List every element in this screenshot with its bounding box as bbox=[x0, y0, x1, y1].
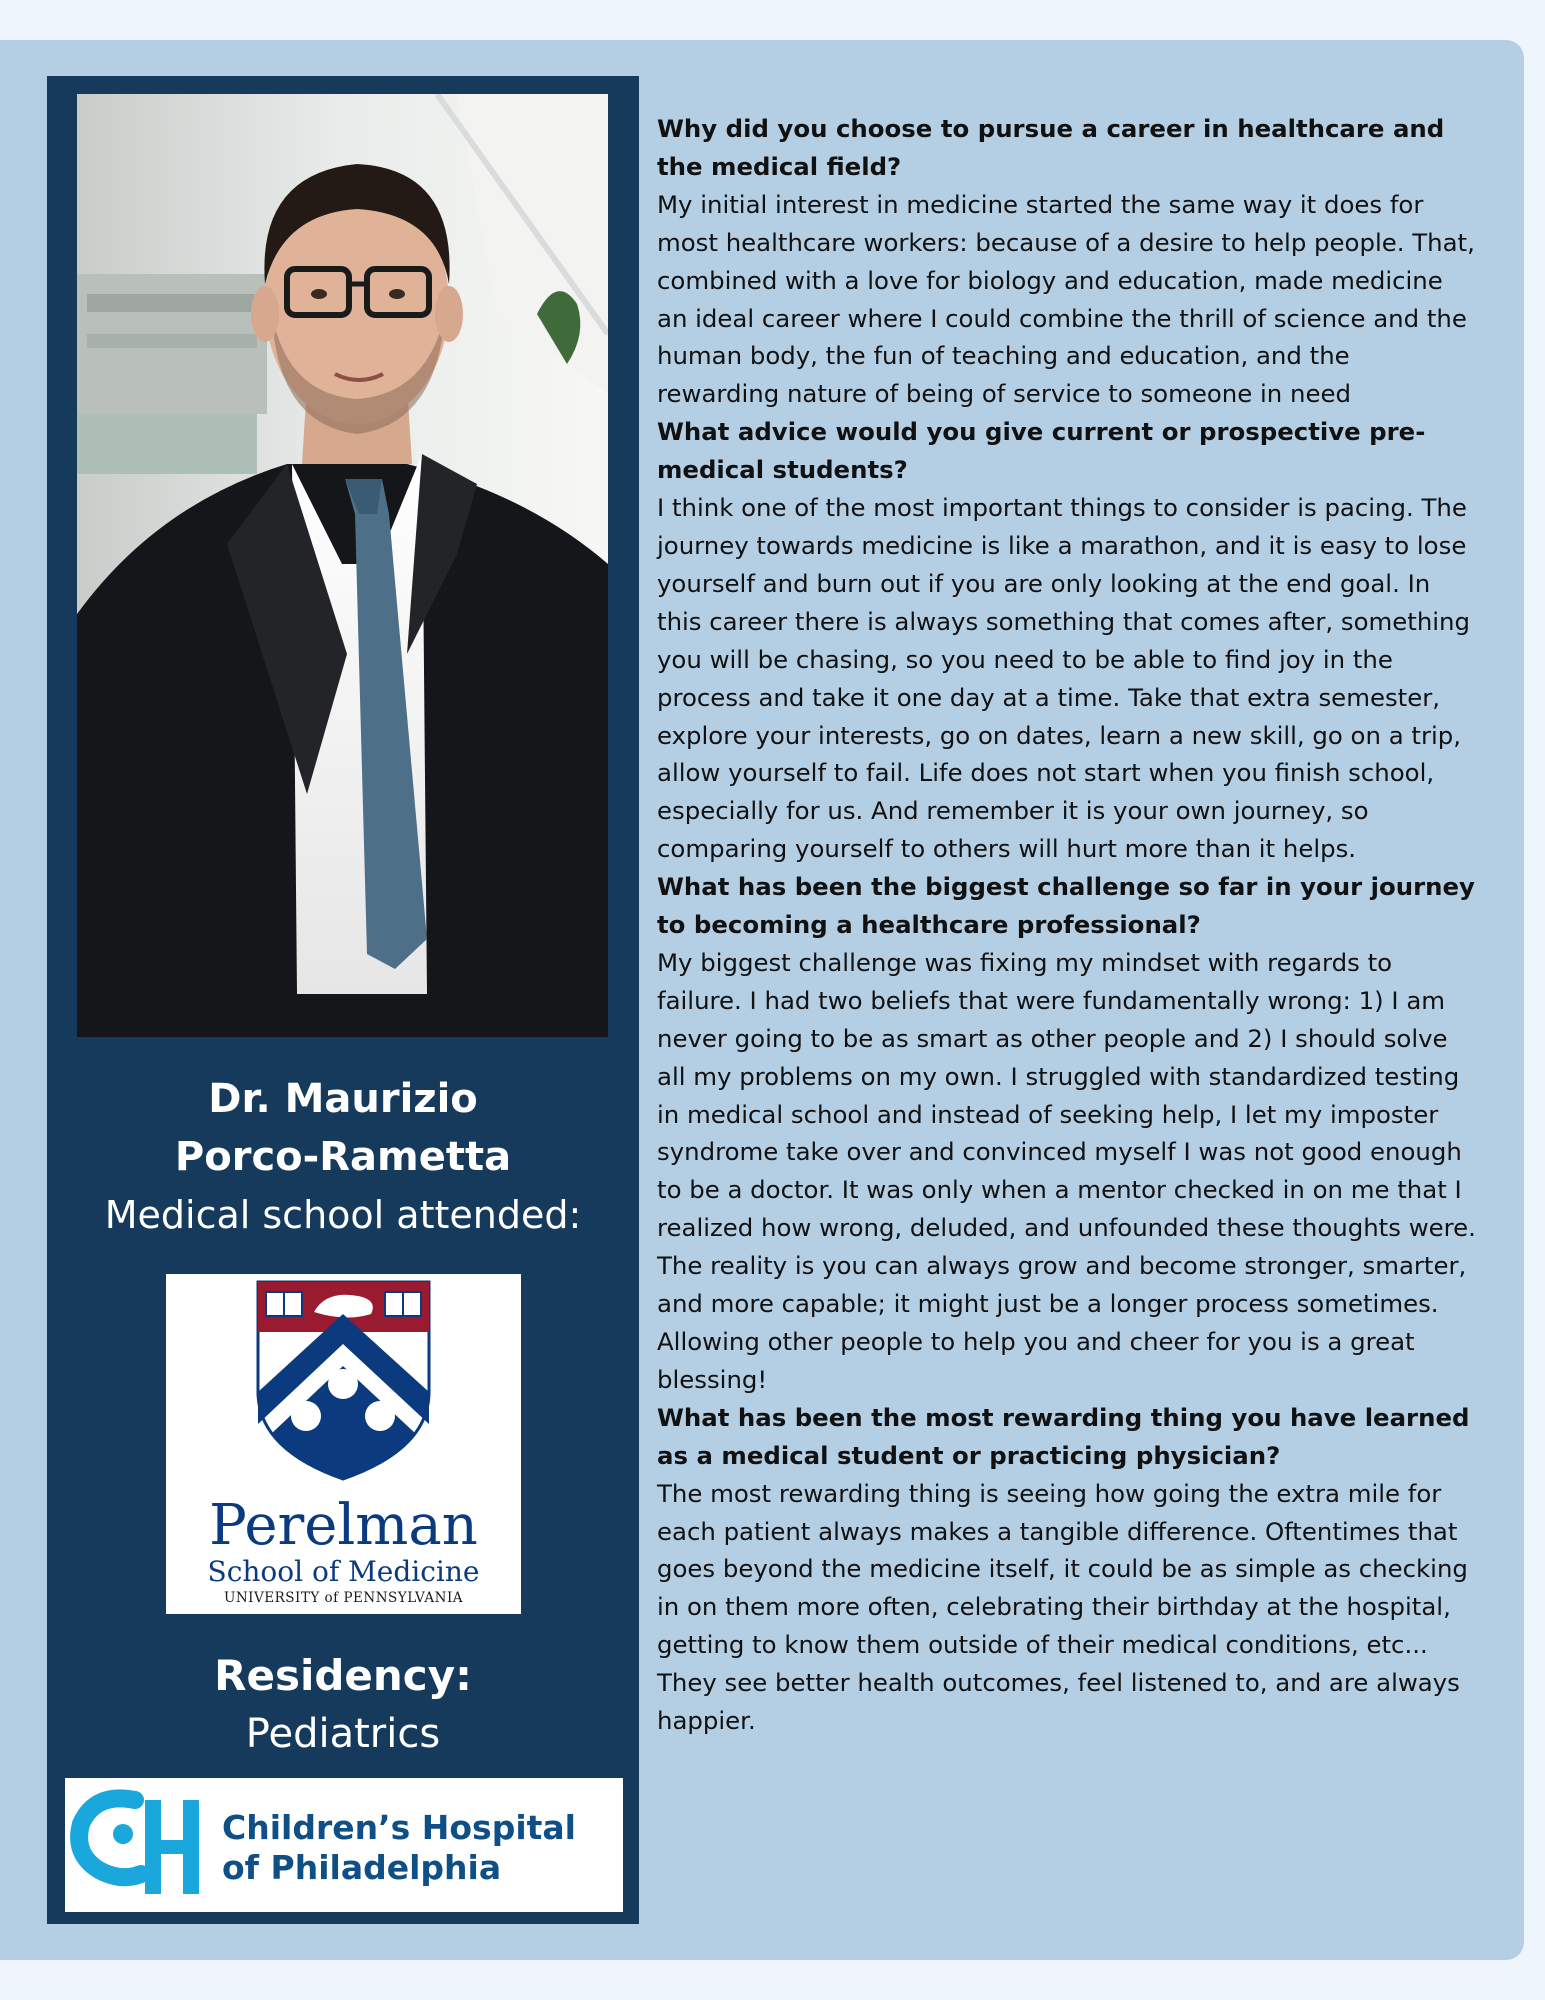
upenn-wordmark: UNIVERSITY of PENNSYLVANIA bbox=[223, 1590, 464, 1606]
interview-text bbox=[657, 110, 1477, 1740]
doctor-portrait bbox=[77, 94, 608, 1037]
chop-logo bbox=[65, 1778, 623, 1912]
chop-wordmark-line1: Children’s Hospital bbox=[222, 1808, 576, 1847]
chop-wordmark bbox=[222, 1808, 576, 1888]
doctor-name-line2: Porco-Rametta bbox=[174, 1134, 512, 1180]
chop-monogram-icon bbox=[65, 1778, 205, 1912]
answer-2: I think one of the most important things to consider is pacing. The journey towards medicine is like a marathon, and it is easy to lose yourself and burn out if you are only looking at the end goal. In this career there is always something that comes after, something you will be chasing, so you need to be able to find joy in the process and take it one day at a time. Take that extra semester, explore your interests, go on dates, learn a new skill, go on a trip, allow yourself to fail. Life does not start when you finish school, especially for us. And remember it is your own journey, so comparing yourself to others will hurt more than it helps. bbox=[657, 493, 1471, 864]
question-3: What has been the biggest challenge so far in your journey to becoming a healthcare professional? bbox=[657, 872, 1475, 940]
chop-wordmark-line2: of Philadelphia bbox=[222, 1848, 502, 1887]
question-1: Why did you choose to pursue a career in healthcare and the medical field? bbox=[657, 114, 1445, 181]
perelman-wordmark: Perelman bbox=[209, 1493, 478, 1558]
question-2: What advice would you give current or prospective pre-medical students? bbox=[657, 417, 1426, 485]
profile-sidebar bbox=[47, 76, 639, 1924]
doctor-name bbox=[47, 1070, 639, 1186]
residency-value: Pediatrics bbox=[245, 1711, 441, 1757]
doctor-name-line1: Dr. Maurizio bbox=[208, 1076, 478, 1122]
medical-school-label: Medical school attended: bbox=[104, 1193, 582, 1237]
residency-label: Residency: bbox=[214, 1651, 472, 1700]
question-4: What has been the most rewarding thing you have learned as a medical student or practicing physician? bbox=[657, 1402, 1470, 1470]
perelman-logo bbox=[166, 1274, 521, 1614]
answer-3: My biggest challenge was fixing my mindset with regards to failure. I had two beliefs that were fundamentally wrong: 1) I am never going to be as smart as other people and 2) I should solve all my problems on my own. I struggled with standardized testing in medical school and instead of seeking help, I let my imposter syndrome take over and convinced myself I was not good enough to be a doctor. It was only when a mentor checked in on me that I realized how wrong, deluded, and unfounded these thoughts were. The reality is you can always grow and become stronger, smarter, and more capable; it might just be a longer process sometimes. Allowing other people to help you and cheer for you is a great blessing! bbox=[657, 947, 1476, 1394]
portrait-photo bbox=[77, 94, 608, 1037]
answer-4: The most rewarding thing is seeing how going the extra mile for each patient always makes a tangible difference. Oftentimes that goes beyond the medicine itself, it could be as simple as checking in on them more often, celebrating their birthday at the hospital, getting to know them outside of their medical conditions, etc... They see better health outcomes, feel listened to, and are always happier. bbox=[657, 1478, 1468, 1736]
penn-shield-icon bbox=[166, 1274, 521, 1484]
answer-1: My initial interest in medicine started the same way it does for most healthcare workers: because of a desire to help people. That, combined with a love for biology and education, made medicine an ideal career where I could combine the thrill of science and the human body, the fun of teaching and education, and the rewarding nature of being of service to someone in need bbox=[657, 189, 1475, 409]
school-of-medicine-wordmark: School of Medicine bbox=[207, 1555, 480, 1588]
